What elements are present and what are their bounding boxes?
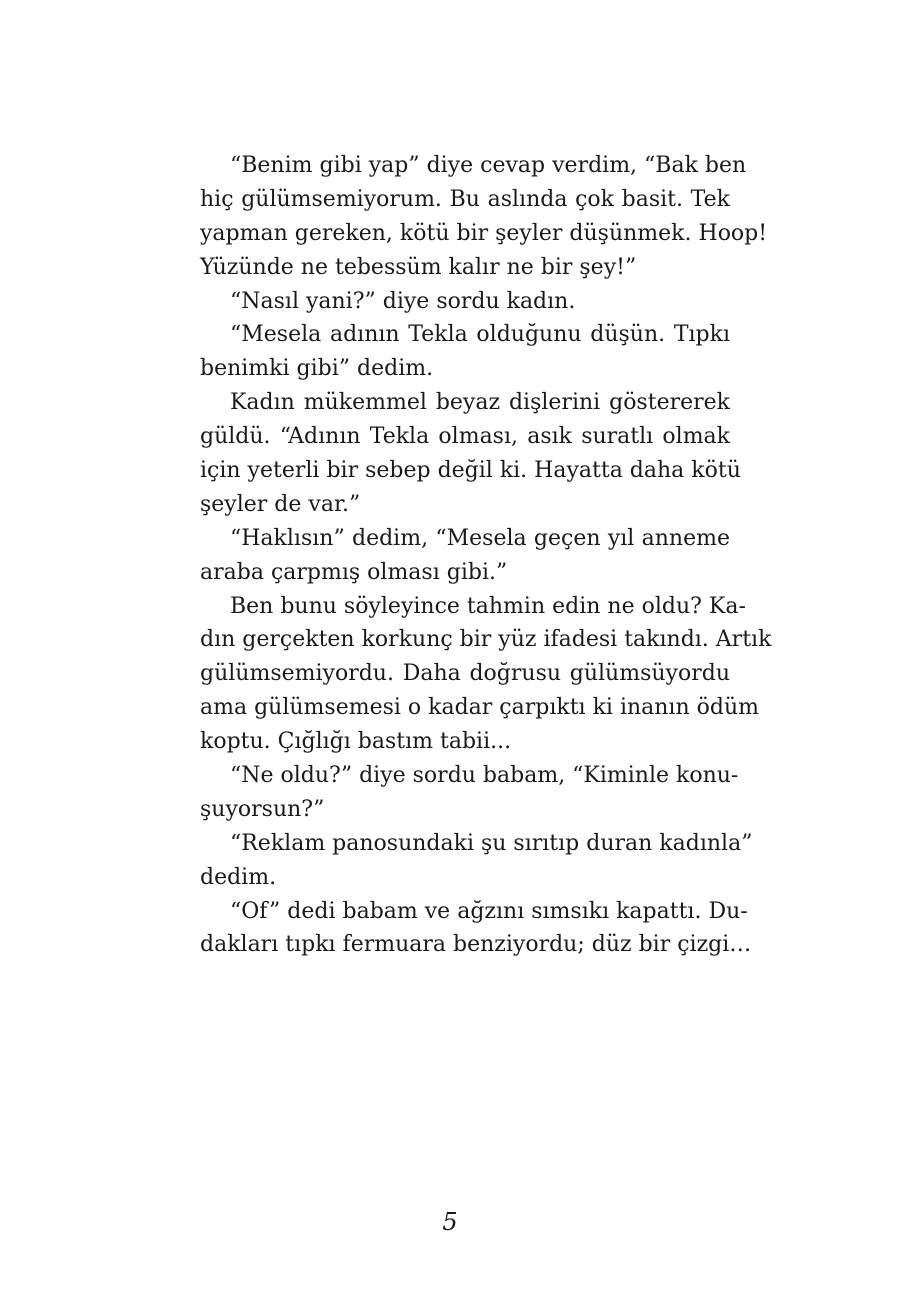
text-line: “Reklam panosundaki şu sırıtıp duran kadınla” bbox=[230, 830, 753, 856]
text-line: güldü. “Adının Tekla olması, asık suratlı olmak bbox=[200, 424, 730, 450]
text-line: şeyler de var.” bbox=[200, 491, 361, 517]
text-line: araba çarpmış olması gibi.” bbox=[200, 559, 508, 585]
text-line: “Benim gibi yap” diye cevap verdim, “Bak ben bbox=[230, 153, 747, 178]
text-line: “Of” dedi babam ve ağzını sımsıkı kapattı. Du- bbox=[230, 898, 748, 924]
text-line: Kadın mükemmel beyaz dişlerini göstererek bbox=[230, 390, 730, 416]
page-number: 5 bbox=[442, 1208, 458, 1236]
text-line: hiç gülümsemiyorum. Bu aslında çok basit. Tek bbox=[200, 186, 730, 212]
body-text bbox=[200, 149, 772, 962]
text-line: “Haklısın” dedim, “Mesela geçen yıl anneme bbox=[230, 525, 730, 551]
text-line: gülümsemiyordu. Daha doğrusu gülümsüyordu bbox=[200, 661, 730, 687]
text-line: şuyorsun?” bbox=[200, 796, 325, 822]
text-line: dedim. bbox=[200, 864, 277, 890]
text-line: Ben bunu söyleyince tahmin edin ne oldu? Ka- bbox=[230, 593, 746, 619]
text-line: benimki gibi” dedim. bbox=[200, 356, 434, 382]
text-line: “Nasıl yani?” diye sordu kadın. bbox=[230, 288, 576, 314]
text-line: “Ne oldu?” diye sordu babam, “Kiminle konu- bbox=[230, 763, 739, 789]
text-line: koptu. Çığlığı bastım tabii... bbox=[200, 729, 512, 755]
text-line: ama gülümsemesi o kadar çarpıktı ki inanın ödüm bbox=[200, 695, 759, 721]
text-line: için yeterli bir sebep değil ki. Hayatta daha kötü bbox=[200, 458, 741, 484]
text-line: dın gerçekten korkunç bir yüz ifadesi takındı. Artık bbox=[200, 627, 772, 653]
text-line: dakları tıpkı fermuara benziyordu; düz bir çizgi… bbox=[200, 932, 752, 958]
text-line: yapman gereken, kötü bir şeyler düşünmek. Hoop! bbox=[200, 220, 768, 246]
text-line: “Mesela adının Tekla olduğunu düşün. Tıpkı bbox=[230, 322, 730, 348]
text-line: Yüzünde ne tebessüm kalır ne bir şey!” bbox=[200, 254, 637, 280]
